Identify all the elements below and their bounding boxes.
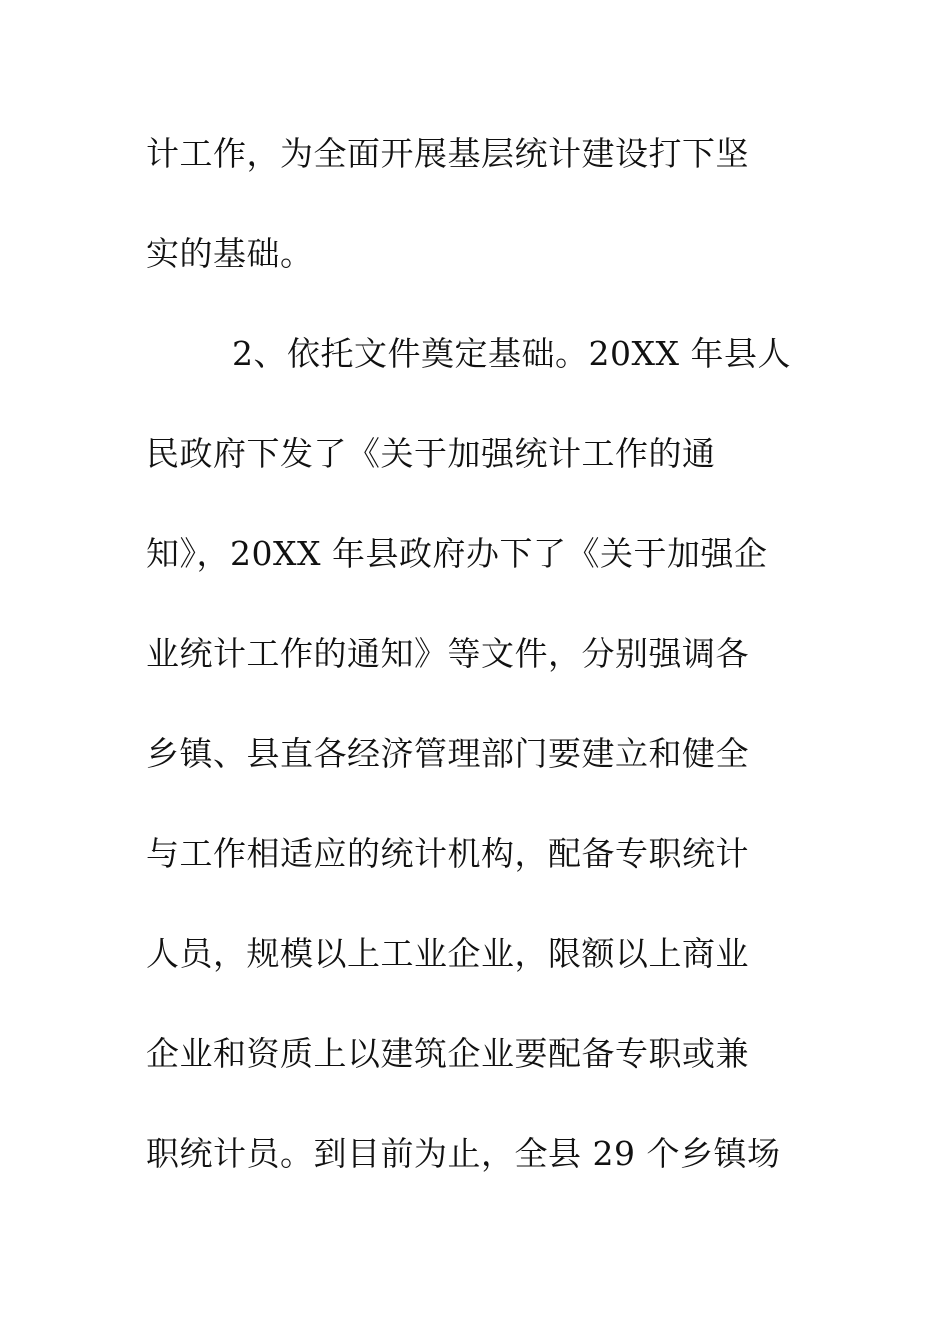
text-line: 与工作相适应的统计机构，配备专职统计 bbox=[146, 834, 749, 873]
text-line: 民政府下发了《关于加强统计工作的通 bbox=[146, 434, 716, 473]
text-line: 计工作，为全面开展基层统计建设打下坚 bbox=[146, 134, 749, 173]
text-line: 乡镇、县直各经济管理部门要建立和健全 bbox=[146, 734, 749, 773]
text-line: 实的基础。 bbox=[146, 234, 314, 273]
paragraph-first-line: 2、依托文件奠定基础。20XX 年县人 bbox=[232, 334, 791, 373]
text-line: 职统计员。到目前为止，全县 29 个乡镇场 bbox=[146, 1134, 781, 1173]
text-line: 企业和资质上以建筑企业要配备专职或兼 bbox=[146, 1034, 749, 1073]
text-line: 知》，20XX 年县政府办下了《关于加强企 bbox=[146, 534, 768, 573]
text-line: 业统计工作的通知》等文件，分别强调各 bbox=[146, 634, 749, 673]
text-line: 人员，规模以上工业企业，限额以上商业 bbox=[146, 934, 749, 973]
